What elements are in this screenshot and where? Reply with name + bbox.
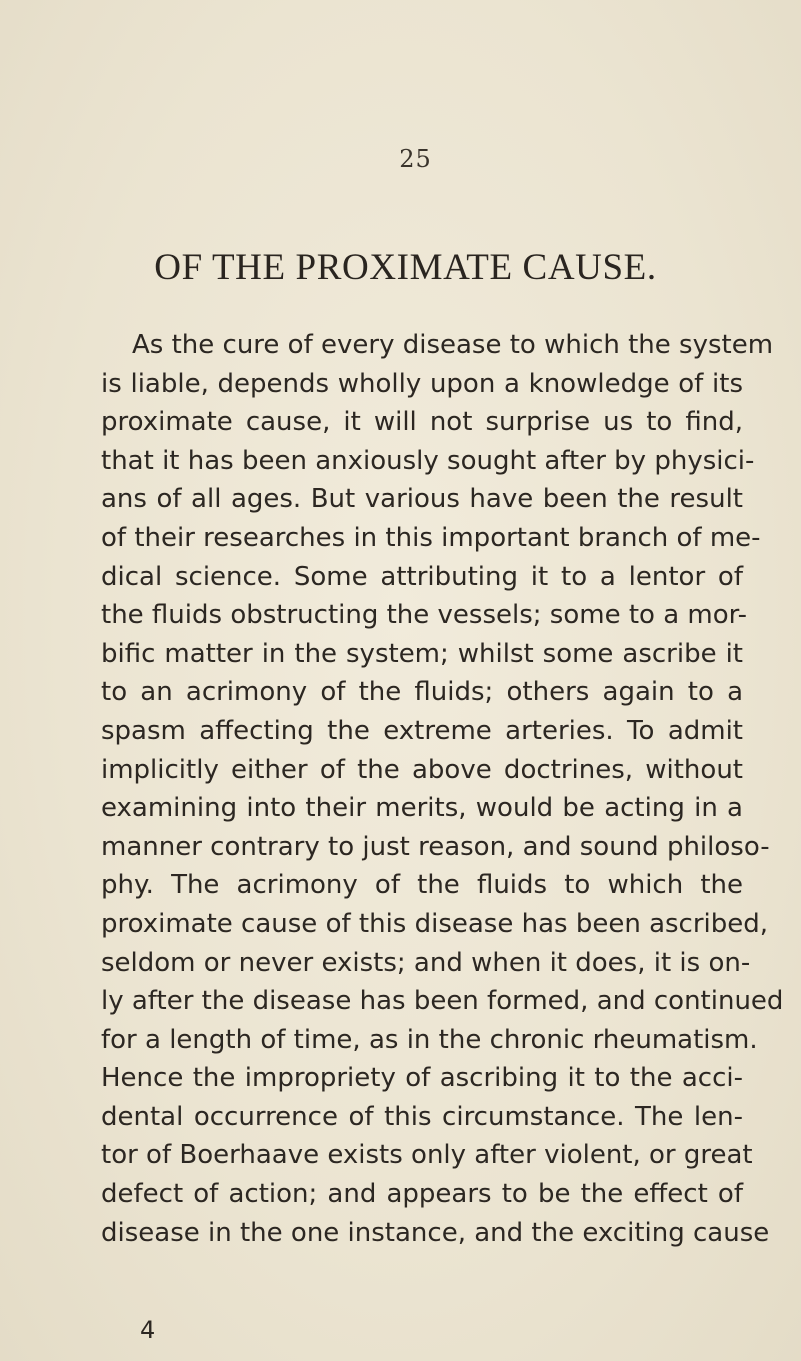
text-line: Hence the impropriety of ascribing it to the acci- [101, 1063, 743, 1094]
signature-mark: 4 [140, 1316, 156, 1344]
text-line: ans of all ages. But various have been the result [101, 484, 743, 515]
text-line: is liable, depends wholly upon a knowledge of its [101, 368, 743, 399]
text-line: to an acrimony of the fluids; others again to a [101, 677, 743, 708]
text-line: seldom or never exists; and when it does, it is on- [101, 947, 751, 978]
text-line: proximate cause of this disease has been ascribed, [101, 908, 769, 939]
text-line: ly after the disease has been formed, and continued [101, 986, 784, 1017]
text-line: spasm affecting the extreme arteries. To admit [101, 715, 743, 746]
text-line: the fluids obstructing the vessels; some to a mor- [101, 600, 748, 631]
page-number: 25 [399, 145, 432, 173]
text-line: As the cure of every disease to which the system [132, 330, 774, 360]
chapter-title: OF THE PROXIMATE CAUSE. [154, 247, 657, 288]
body-text [101, 326, 784, 1252]
text-line: disease in the one instance, and the exciting cause [101, 1217, 770, 1248]
text-line: examining into their merits, would be acting in a [101, 793, 743, 824]
text-line: proximate cause, it will not surprise us to find, [101, 407, 743, 438]
text-line: implicitly either of the above doctrines, without [101, 754, 743, 785]
text-line: that it has been anxiously sought after by physici- [101, 445, 755, 476]
text-line: phy. The acrimony of the fluids to which the [101, 870, 743, 901]
text-line: defect of action; and appears to be the effect of [101, 1179, 743, 1210]
text-line: of their researches in this important branch of me- [101, 522, 761, 553]
text-line: manner contrary to just reason, and sound philoso- [101, 831, 770, 862]
text-line: dical science. Some attributing it to a lentor of [101, 561, 743, 592]
text-line: for a length of time, as in the chronic rheumatism. [101, 1024, 758, 1055]
text-line: bific matter in the system; whilst some ascribe it [101, 638, 743, 669]
text-line: tor of Boerhaave exists only after violent, or great [101, 1140, 753, 1171]
text-line: dental occurrence of this circumstance. The len- [101, 1101, 743, 1132]
